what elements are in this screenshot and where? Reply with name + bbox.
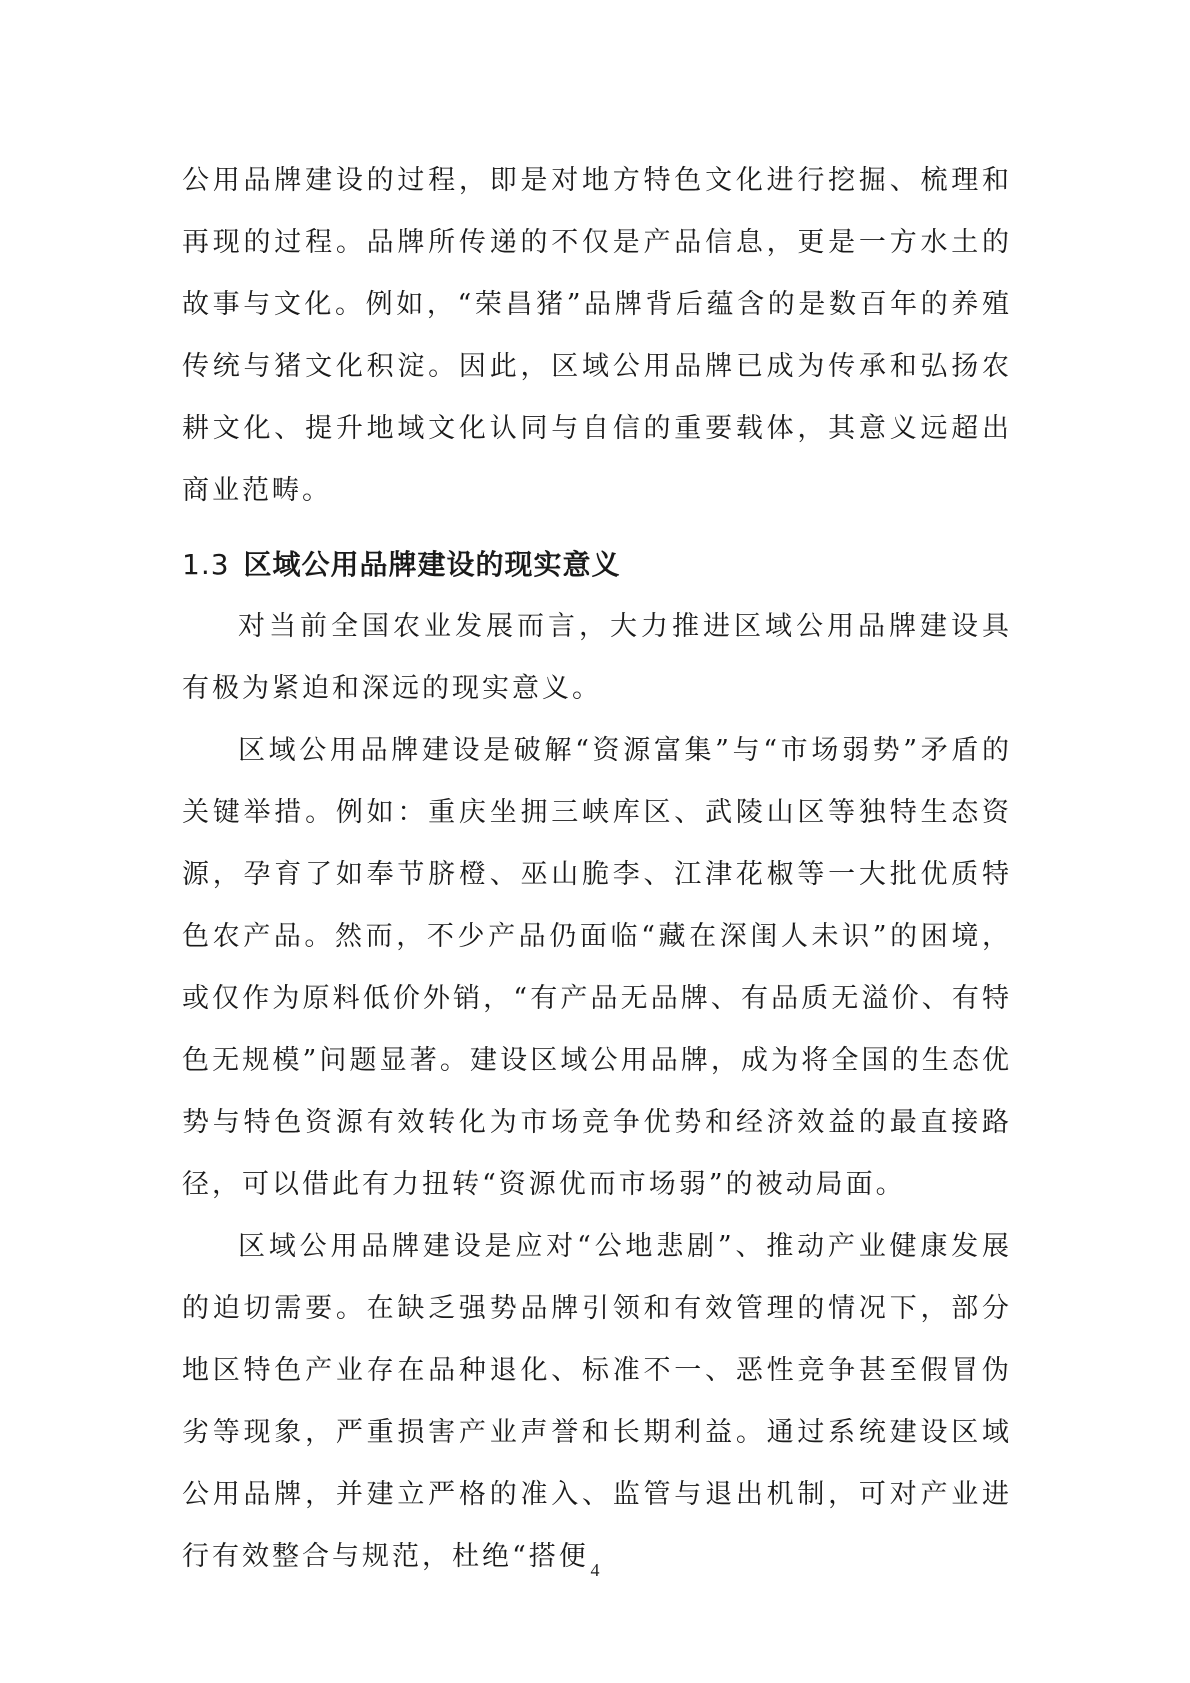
document-page	[182, 150, 1012, 1588]
section-title: 区域公用品牌建设的现实意义	[243, 548, 621, 581]
section-heading	[182, 534, 1012, 596]
paragraph-commons: 区域公用品牌建设是应对“公地悲剧”、推动产业健康发展的迫切需要。在缺乏强势品牌引领和有效管理的情况下，部分地区特色产业存在品种退化、标准不一、恶性竞争甚至假冒伪劣等现象，严重损害产业声誉和长期利益。通过系统建设区域公用品牌，并建立严格的准入、监管与退出机制，可对产业进行有效整合与规范，杜绝“搭便	[182, 1231, 1012, 1572]
paragraph-resources: 区域公用品牌建设是破解“资源富集”与“市场弱势”矛盾的关键举措。例如：重庆坐拥三峡库区、武陵山区等独特生态资源，孕育了如奉节脐橙、巫山脆李、江津花椒等一大批优质特色农产品。然而，不少产品仍面临“藏在深闺人未识”的困境，或仅作为原料低价外销，“有产品无品牌、有品质无溢价、有特色无规模”问题显著。建设区域公用品牌，成为将全国的生态优势与特色资源有效转化为市场竞争优势和经济效益的最直接路径，可以借此有力扭转“资源优而市场弱”的被动局面。	[182, 735, 1012, 1200]
paragraph-intro: 对当前全国农业发展而言，大力推进区域公用品牌建设具有极为紧迫和深远的现实意义。	[182, 611, 1012, 704]
page-number: 4	[590, 1560, 600, 1580]
section-number: 1.3	[182, 548, 230, 581]
paragraph-continued: 公用品牌建设的过程，即是对地方特色文化进行挖掘、梳理和再现的过程。品牌所传递的不仅是产品信息，更是一方水土的故事与文化。例如，“荣昌猪”品牌背后蕴含的是数百年的养殖传统与猪文化积淀。因此，区域公用品牌已成为传承和弘扬农耕文化、提升地域文化认同与自信的重要载体，其意义远超出商业范畴。	[182, 165, 1012, 506]
